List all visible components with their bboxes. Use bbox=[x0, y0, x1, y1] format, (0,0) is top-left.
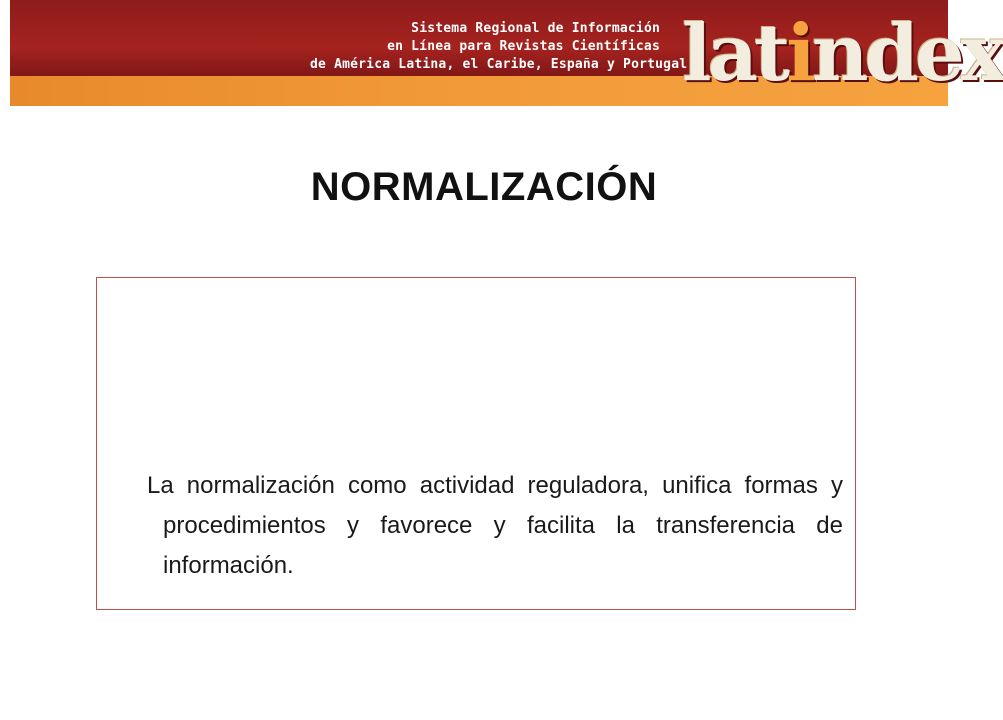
tagline-line-3: de América Latina, el Caribe, España y Portugal bbox=[310, 57, 688, 72]
tagline-line-1: Sistema Regional de Información bbox=[411, 21, 660, 36]
latindex-logo bbox=[682, 4, 1003, 104]
header-banner bbox=[10, 0, 1003, 106]
content-box bbox=[96, 277, 856, 610]
banner-tagline bbox=[310, 20, 688, 74]
body-paragraph: La normalización como actividad reguladora, unifica formas y procedimientos y favorece y facilita la transferencia de información. bbox=[147, 472, 843, 579]
slide-title: NORMALIZACIÓN bbox=[310, 165, 658, 209]
logo-text-accent: i bbox=[786, 8, 812, 99]
logo-text-pre: lat bbox=[682, 8, 787, 99]
tagline-line-2: en Línea para Revistas Científicas bbox=[387, 39, 660, 54]
logo-text-post: ndex bbox=[811, 8, 1003, 99]
